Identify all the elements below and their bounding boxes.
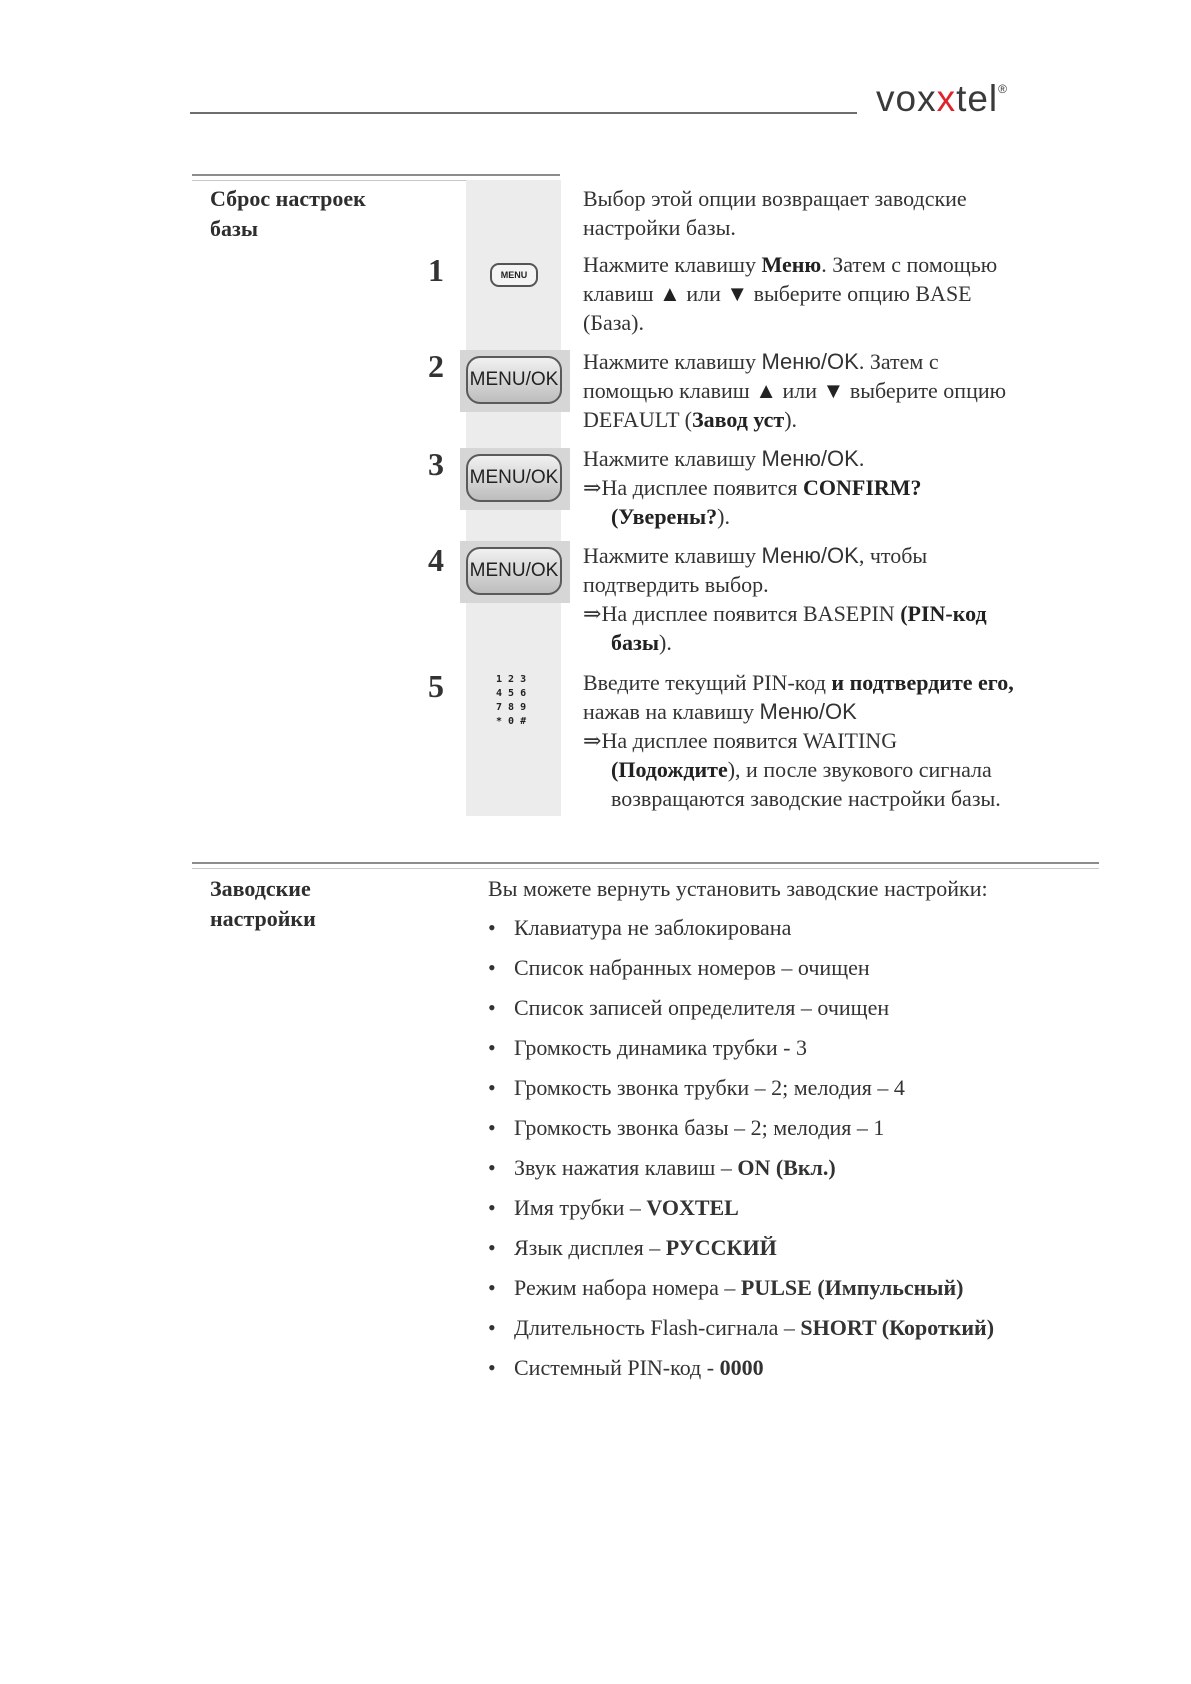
section-rule bbox=[192, 862, 1099, 869]
down-arrow-icon: ▼ bbox=[726, 281, 749, 306]
step-number: 1 bbox=[428, 252, 444, 288]
keypad-icon: 1 2 3 4 5 6 7 8 9 * 0 # bbox=[496, 674, 527, 727]
section-title: Сброс настроек базы bbox=[210, 186, 366, 241]
up-arrow-icon: ▲ bbox=[755, 378, 777, 403]
menu-ok-key-icon: MENU/OK bbox=[460, 448, 570, 510]
list-item: • Список записей определителя – очищен bbox=[488, 988, 1088, 1028]
result-arrow-icon: ⇒ bbox=[583, 728, 602, 753]
list-item: • Системный PIN-код - 0000 bbox=[488, 1348, 1088, 1388]
list-item: • Имя трубки – VOXTEL bbox=[488, 1188, 1088, 1228]
list-item: • Звук нажатия клавиш – ON (Вкл.) bbox=[488, 1148, 1088, 1188]
header-rule bbox=[190, 112, 857, 114]
voxtel-logo: voxxtel® bbox=[876, 78, 1008, 119]
step-number: 2 bbox=[428, 348, 444, 384]
section-intro: Выбор этой опции возвращает заводские настройки базы. bbox=[583, 186, 967, 240]
menu-ok-key-icon: MENU/OK bbox=[460, 541, 570, 603]
menu-ok-key-icon: MENU/OK bbox=[460, 350, 570, 412]
result-arrow-icon: ⇒ bbox=[583, 601, 602, 626]
result-arrow-icon: ⇒ bbox=[583, 475, 602, 500]
step-text: Нажмите клавишу Меню/OK. ⇒На дисплее появится CONFIRM? (Уверены?). bbox=[583, 446, 922, 529]
step-text: Нажмите клавишу Меню/OK. Затем с помощью клавиш ▲ или ▼ выберите опцию DEFAULT (Завод уст). bbox=[583, 349, 1007, 432]
list-item: • Язык дисплея – РУССКИЙ bbox=[488, 1228, 1088, 1268]
list-item: • Клавиатура не заблокирована bbox=[488, 908, 1088, 948]
list-item: • Список набранных номеров – очищен bbox=[488, 948, 1088, 988]
list-item: • Громкость динамика трубки - 3 bbox=[488, 1028, 1088, 1068]
step-number: 5 bbox=[428, 668, 444, 704]
step-text: Нажмите клавишу Меню/OK, чтобы подтвердить выбор. ⇒На дисплее появится BASEPIN (PIN-код базы). bbox=[583, 543, 987, 655]
list-item: • Громкость звонка трубки – 2; мелодия – 4 bbox=[488, 1068, 1088, 1108]
section-title: Заводские настройки bbox=[210, 876, 316, 931]
step-number: 4 bbox=[428, 542, 444, 578]
menu-key-icon: MENU bbox=[490, 263, 538, 287]
factory-defaults-list bbox=[488, 908, 1088, 1388]
list-item: • Громкость звонка базы – 2; мелодия – 1 bbox=[488, 1108, 1088, 1148]
step-number: 3 bbox=[428, 446, 444, 482]
down-arrow-icon: ▼ bbox=[822, 378, 845, 403]
up-arrow-icon: ▲ bbox=[659, 281, 681, 306]
section-intro: Вы можете вернуть установить заводские настройки: bbox=[488, 876, 988, 901]
list-item: • Режим набора номера – PULSE (Импульсный) bbox=[488, 1268, 1088, 1308]
step-text: Нажмите клавишу Меню. Затем с помощью клавиш ▲ или ▼ выберите опцию BASE (База). bbox=[583, 252, 998, 335]
list-item: • Длительность Flash-сигнала – SHORT (Короткий) bbox=[488, 1308, 1088, 1348]
step-text: Введите текущий PIN-код и подтвердите его, нажав на клавишу Меню/OK ⇒На дисплее появится WAITING (Подождите), и после звукового сигнала возвращаются заводские настройки базы. bbox=[583, 670, 1014, 811]
